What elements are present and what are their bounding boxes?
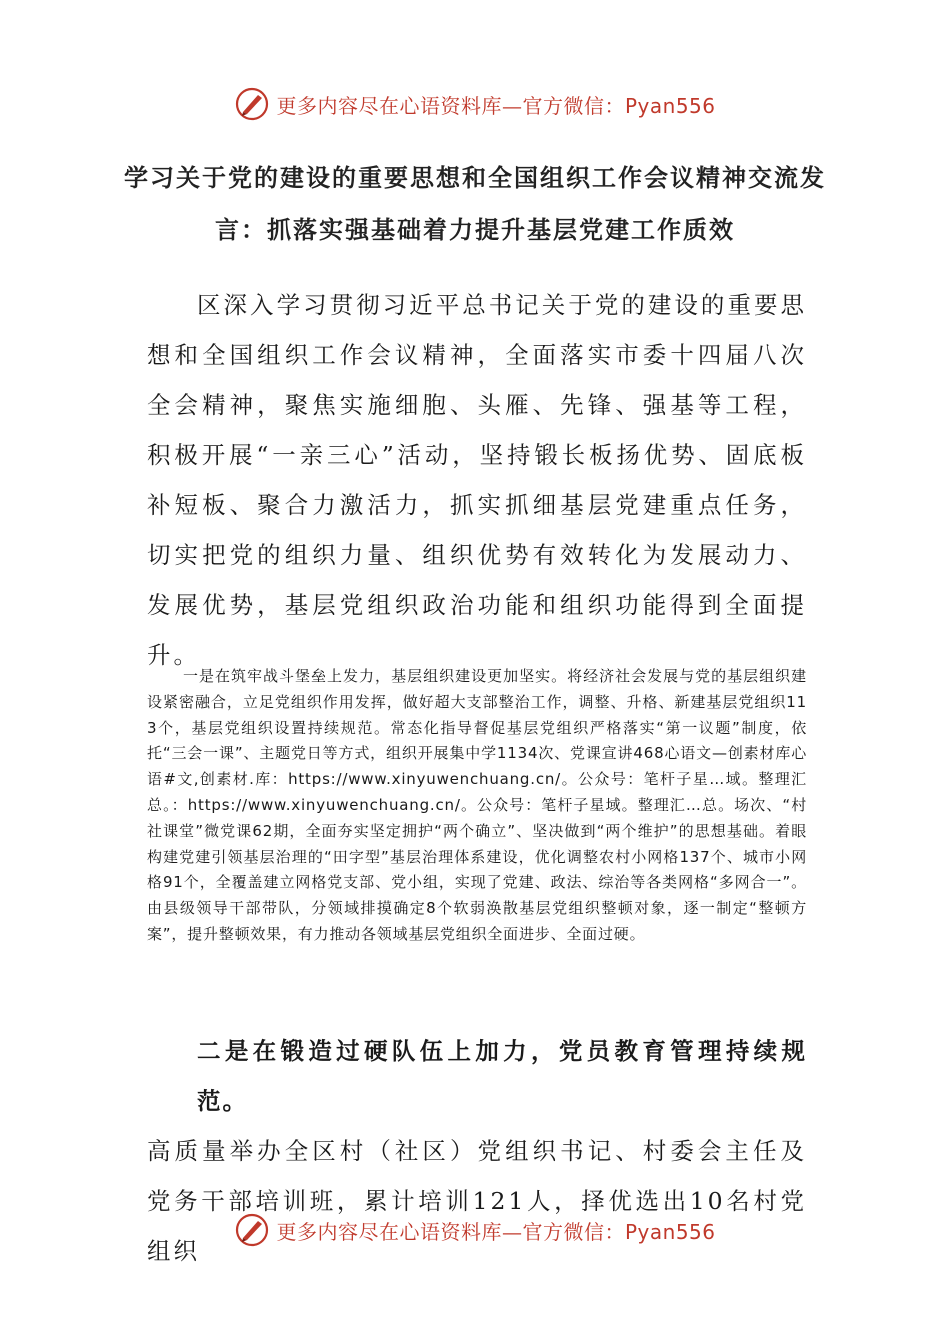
paragraph-second-body: 高质量举办全区村（社区）党组织书记、村委会主任及党务干部培训班，累计培训121人，择优选出10名村党组织 — [147, 1137, 807, 1265]
header-watermark-banner — [0, 86, 950, 122]
document-title: 学习关于党的建设的重要思想和全国组织工作会议精神交流发言：抓落实强基础着力提升基层党建工作质效 — [124, 164, 826, 244]
wechat-id: Pyan556 — [624, 1219, 716, 1244]
banner-text: 更多内容尽在心语资料库—官方微信：Pyan556 — [276, 1219, 716, 1244]
paragraph-intro: 区深入学习贯彻习近平总书记关于党的建设的重要思想和全国组织工作会议精神，全面落实市委十四届八次全会精神，聚焦实施细胞、头雁、先锋、强基等工程，积极开展“一亲三心”活动，坚持锻长板扬优势、固底板补短板、聚合力激活力，抓实抓细基层党建重点任务，切实把党的组织力量、组织优势有效转化为发展动力、发展优势，基层党组织政治功能和组织功能得到全面提升。 — [147, 291, 807, 669]
paragraph-first-point: 一是在筑牢战斗堡垒上发力，基层组织建设更加坚实。将经济社会发展与党的基层组织建设紧密融合，立足党组织作用发挥，做好超大支部整治工作，调整、升格、新建基层党组织113个，基层党组织设置持续规范。常态化指导督促基层党组织严格落实“第一议题”制度，依托“三会一课”、主题党日等方式，组织开展集中学1134次、党课宣讲468心语文—创素材库心语#文,创素材.库：https://www.xinyuwenchuang.cn/。公众号：笔杆子星…域。整理汇总。：https://www.xinyuwenchuang.cn/。公众号：笔杆子星域。整理汇…总。场次、“村社课堂”微党课62期，全面夯实坚定拥护“两个确立”、坚决做到“两个维护”的思想基础。着眼构建党建引领基层治理的“田字型”基层治理体系建设，优化调整农村小网格137个、城市小网格91个，全覆盖建立网格党支部、党小组，实现了党建、政法、综治等各类网格“多网合一”。由县级领导干部带队，分领域排摸确定8个软弱涣散基层党组织整顿对象，逐一制定“整顿方案”，提升整顿效果，有力推动各领域基层党组织全面进步、全面过硬。 — [147, 667, 807, 943]
banner-text: 更多内容尽在心语资料库—官方微信：Pyan556 — [276, 93, 716, 118]
wechat-id: Pyan556 — [624, 93, 716, 118]
footer-watermark-banner — [0, 1212, 950, 1248]
pen-logo-icon — [234, 86, 270, 122]
pen-logo-icon — [234, 1212, 270, 1248]
paragraph-second-lead: 二是在锻造过硬队伍上加力，党员教育管理持续规范。 — [197, 1037, 807, 1115]
